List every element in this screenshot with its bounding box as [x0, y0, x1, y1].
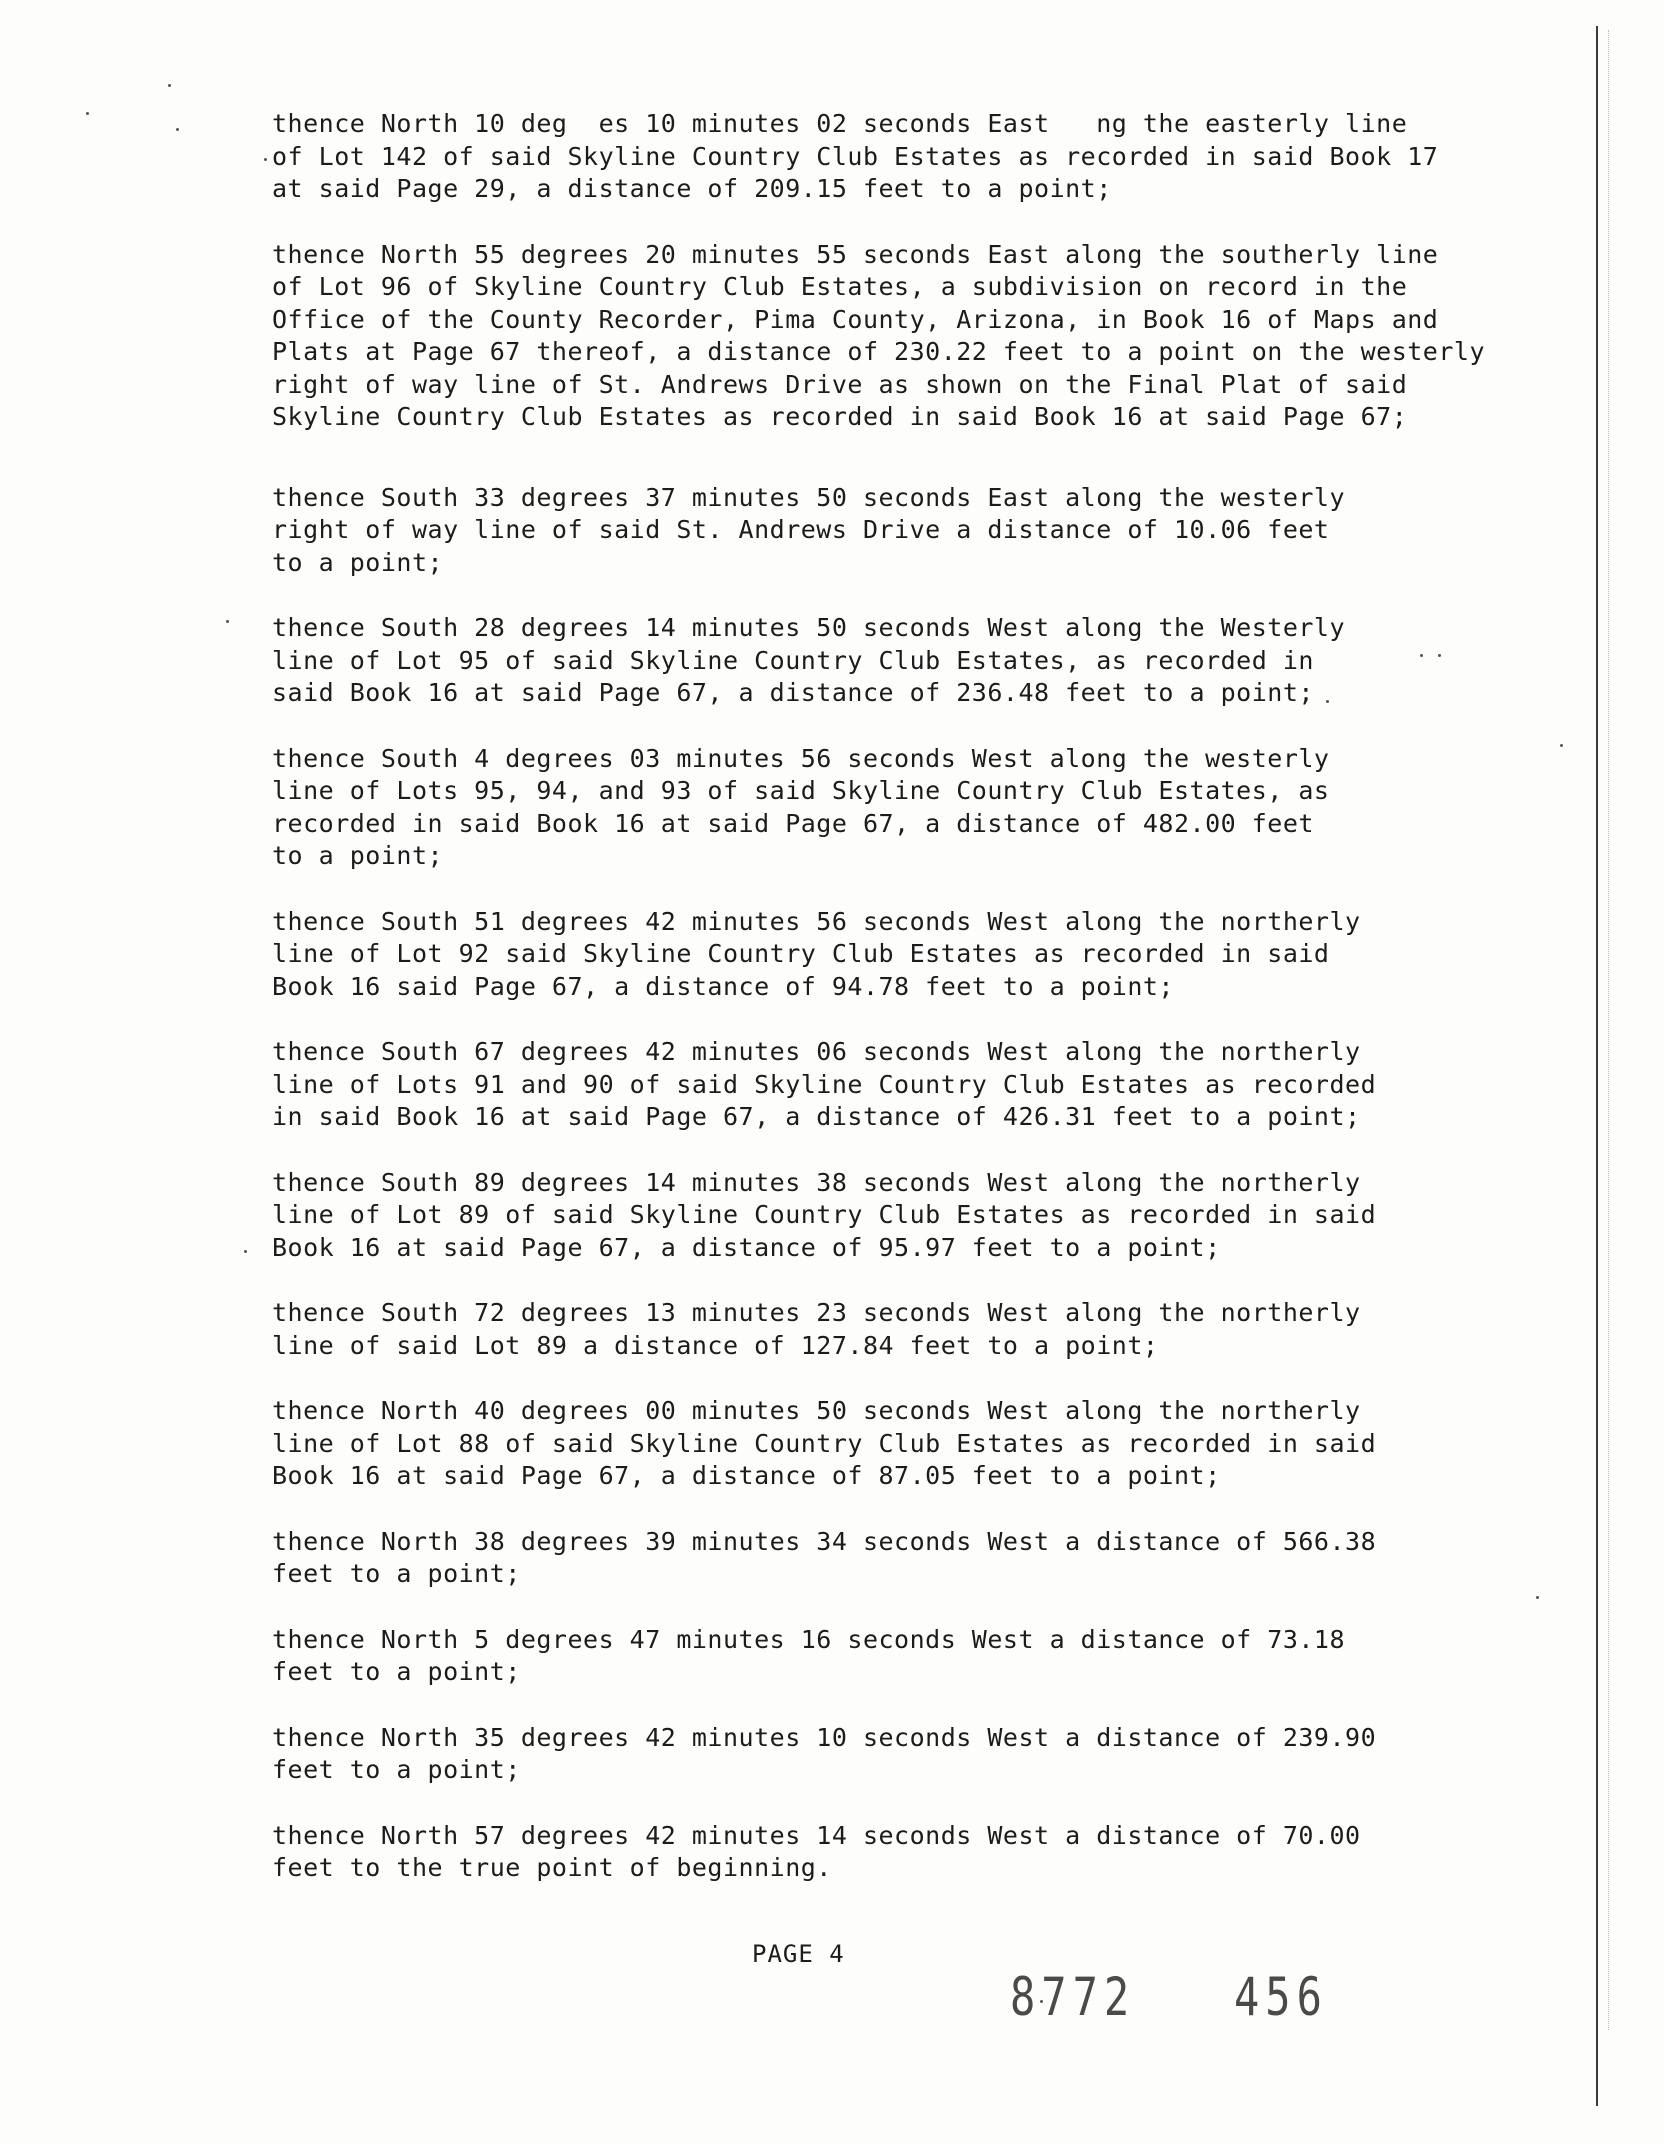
- course-paragraph-4: thence South 28 degrees 14 minutes 50 seconds West along the Westerly line of Lot 95 of said Skyline Country Club Estates, as recorded in said Book 16 at said Page 67, a distance of 236.48 feet to a point;: [272, 613, 1346, 707]
- course-paragraph-11: thence North 38 degrees 39 minutes 34 seconds West a distance of 566.38 feet to a point;: [272, 1526, 1377, 1588]
- scan-speck: [1536, 1596, 1539, 1599]
- course-paragraph-2: thence North 55 degrees 20 minutes 55 seconds East along the southerly line of Lot 96 of Skyline Country Club Estates, a subdivision on record in the Office of the County Recorder, Pima County, Arizona, in Book 16 of Maps and Plats at Page 67 thereof, a distance of 230.22 feet to a point on the westerly right of way line of St. Andrews Drive as shown on the Final Plat of said Skyline Country Club Estates as recorded in said Book 16 at said Page 67;: [272, 239, 1485, 431]
- course-paragraph-8: thence South 89 degrees 14 minutes 38 seconds West along the northerly line of Lot 89 of said Skyline Country Club Estates as recorded in said Book 16 at said Page 67, a distance of 95.97 feet to a point;: [272, 1167, 1377, 1262]
- page-edge-dots: [1608, 30, 1610, 2030]
- page-number: PAGE 4: [752, 1940, 845, 1968]
- course-paragraph-7: thence South 67 degrees 42 minutes 06 seconds West along the northerly line of Lots 91 and 90 of said Skyline Country Club Estates as recorded in said Book 16 at said Page 67, a distance of 426.31 feet to a point;: [272, 1037, 1377, 1131]
- course-paragraph-12: thence North 5 degrees 47 minutes 16 seconds West a distance of 73.18 feet to a point;: [272, 1624, 1346, 1686]
- legal-description: [272, 108, 1512, 1885]
- recording-book-number: 8772: [1010, 1966, 1136, 2028]
- scan-speck: [176, 128, 179, 131]
- scan-speck: [226, 620, 229, 623]
- course-paragraph-10: thence North 40 degrees 00 minutes 50 seconds West along the northerly line of Lot 88 of said Skyline Country Club Estates as recorded in said Book 16 at said Page 67, a distance of 87.05 feet to a point;: [272, 1396, 1377, 1490]
- scan-speck: [1560, 744, 1563, 747]
- page-edge-rule: [1596, 26, 1598, 2106]
- recording-page-number: 456: [1234, 1966, 1328, 2028]
- course-paragraph-9: thence South 72 degrees 13 minutes 23 seconds West along the northerly line of said Lot 89 a distance of 127.84 feet to a point;: [272, 1298, 1361, 1360]
- scan-speck: [264, 158, 267, 161]
- course-paragraph-3: thence South 33 degrees 37 minutes 50 seconds East along the westerly right of way line of said St. Andrews Drive a distance of 10.06 feet to a point;: [272, 482, 1346, 577]
- course-paragraph-14: thence North 57 degrees 42 minutes 14 seconds West a distance of 70.00 feet to the true point of beginning.: [272, 1820, 1361, 1882]
- course-paragraph-6: thence South 51 degrees 42 minutes 56 seconds West along the northerly line of Lot 92 said Skyline Country Club Estates as recorded in said Book 16 said Page 67, a distance of 94.78 feet to a point;: [272, 906, 1361, 1001]
- scan-speck: [168, 84, 171, 87]
- course-paragraph-5: thence South 4 degrees 03 minutes 56 seconds West along the westerly line of Lots 95, 94, and 93 of said Skyline Country Club Estates, as recorded in said Book 16 at said Page 67, a distance of 482.00 feet to a point;: [272, 743, 1330, 870]
- course-paragraph-1: thence North 10 deg es 10 minutes 02 seconds East ng the easterly line of Lot 142 of said Skyline Country Club Estates as recorded in said Book 17 at said Page 29, a distance of 209.15 feet to a point;: [272, 109, 1439, 203]
- course-paragraph-13: thence North 35 degrees 42 minutes 10 seconds West a distance of 239.90 feet to a point;: [272, 1722, 1377, 1784]
- scan-speck: [86, 112, 89, 115]
- scan-speck: [244, 1250, 247, 1253]
